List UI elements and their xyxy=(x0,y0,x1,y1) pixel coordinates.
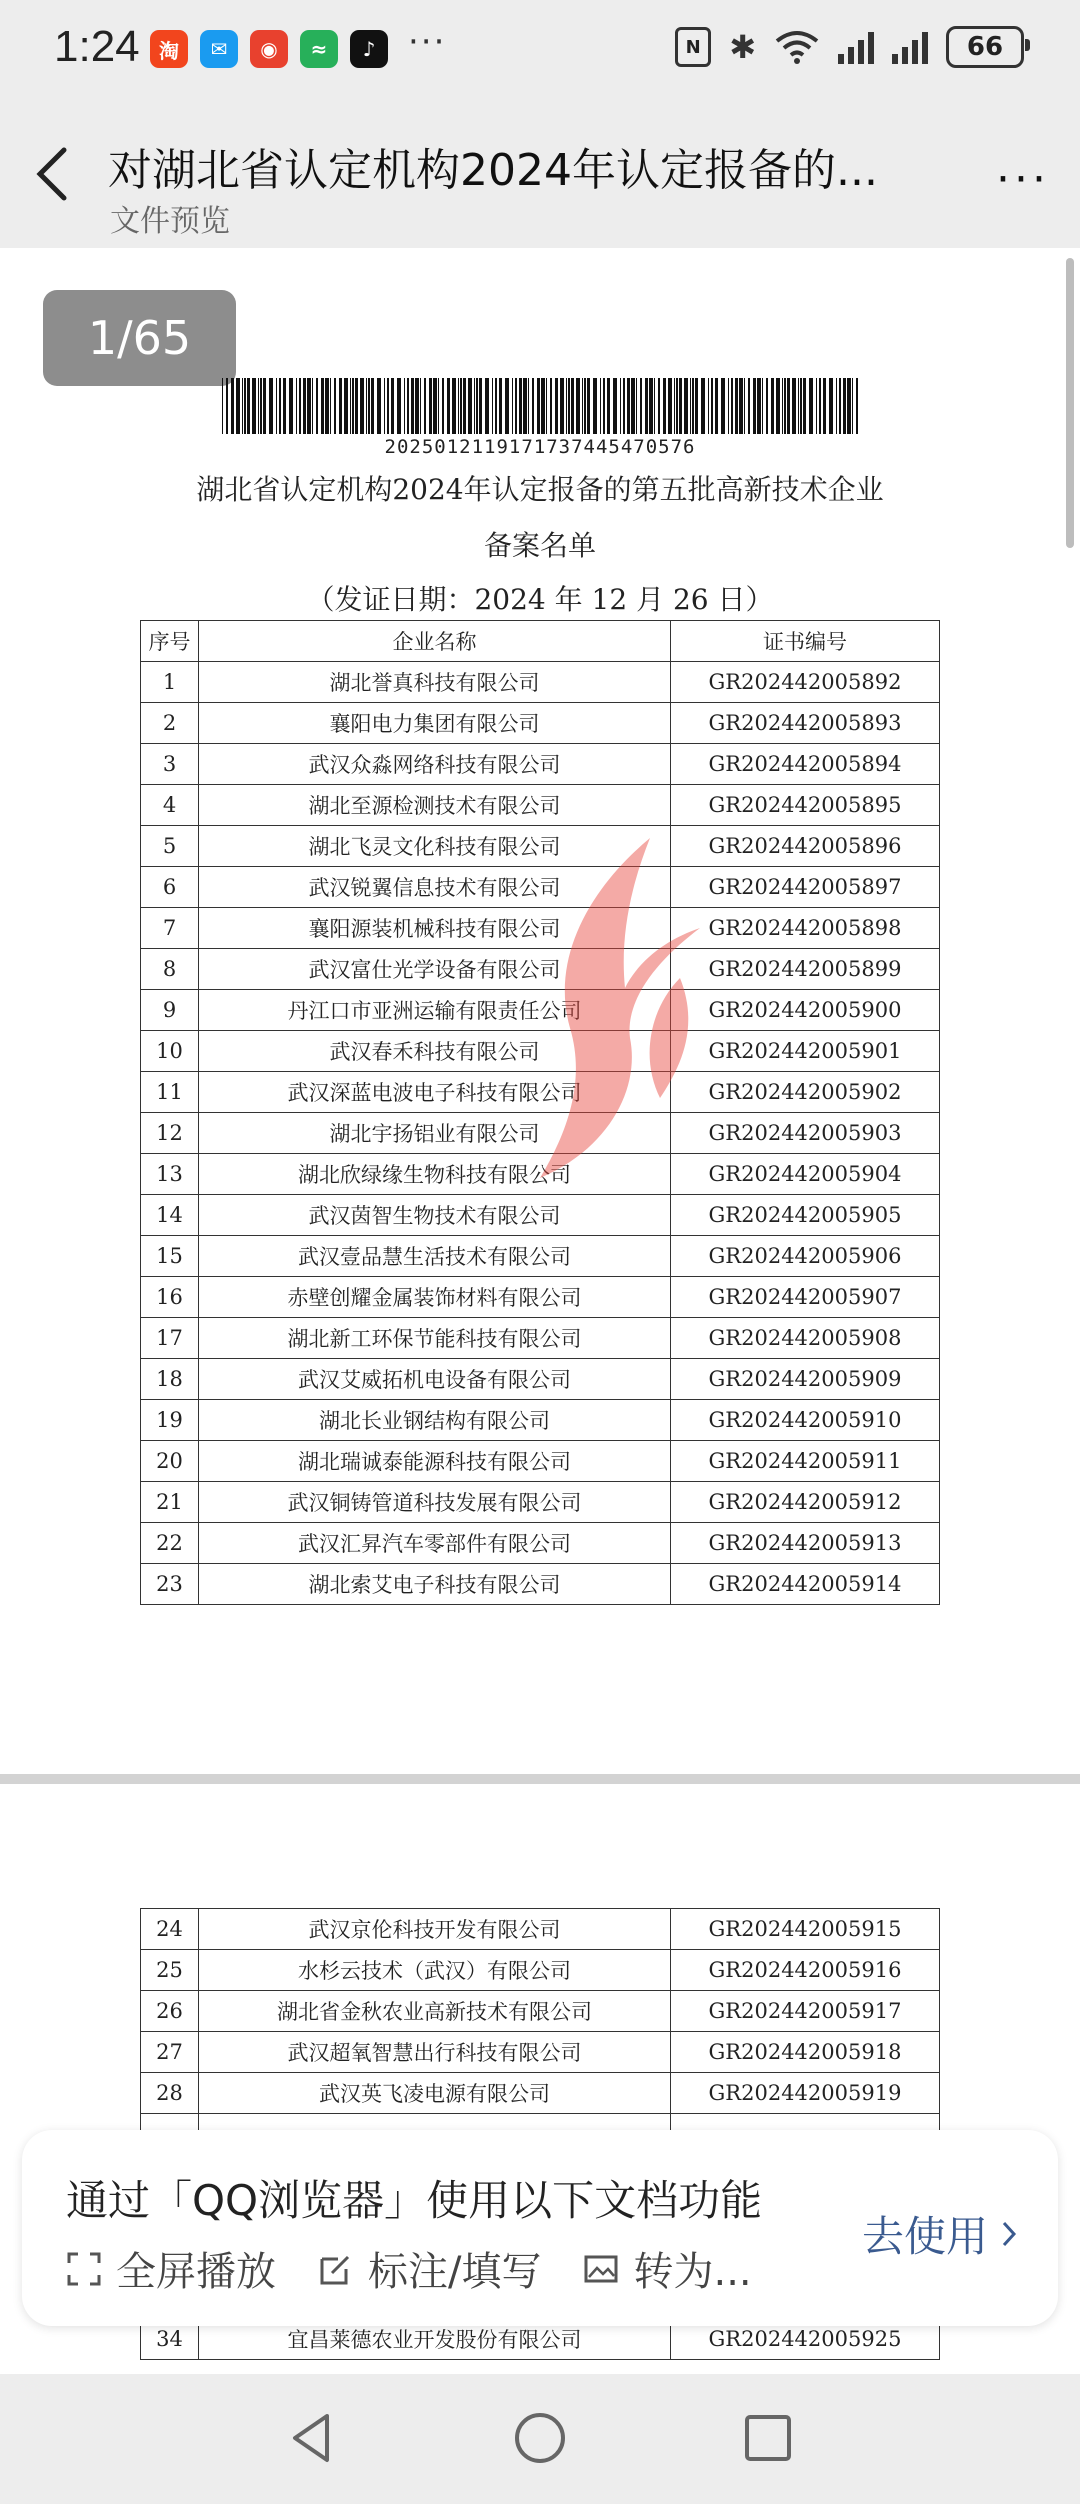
wifi-icon xyxy=(774,29,820,65)
row-company-name: 武汉铜铸管道科技发展有限公司 xyxy=(199,1482,671,1523)
table-row xyxy=(141,1482,940,1523)
row-company-name: 武汉富仕光学设备有限公司 xyxy=(199,949,671,990)
table-row xyxy=(141,1950,940,1991)
row-index: 4 xyxy=(141,785,199,826)
row-certificate-number: GR202442005896 xyxy=(671,826,940,867)
table-row xyxy=(141,785,940,826)
row-certificate-number: GR202442005900 xyxy=(671,990,940,1031)
table-row xyxy=(141,1195,940,1236)
notification-app-icons xyxy=(150,30,388,68)
row-certificate-number: GR202442005894 xyxy=(671,744,940,785)
row-company-name: 湖北省金秋农业高新技术有限公司 xyxy=(199,1991,671,2032)
signal-1-icon xyxy=(838,30,874,64)
row-index: 8 xyxy=(141,949,199,990)
row-index: 16 xyxy=(141,1277,199,1318)
row-company-name: 湖北欣绿缘生物科技有限公司 xyxy=(199,1154,671,1195)
table-row xyxy=(141,1277,940,1318)
row-index: 5 xyxy=(141,826,199,867)
row-index: 3 xyxy=(141,744,199,785)
row-certificate-number: GR202442005903 xyxy=(671,1113,940,1154)
row-index: 25 xyxy=(141,1950,199,1991)
row-company-name: 武汉众淼网络科技有限公司 xyxy=(199,744,671,785)
issue-date: （发证日期：2024 年 12 月 26 日） xyxy=(306,583,774,616)
game-icon: ◉ xyxy=(250,30,288,68)
signal-2-icon xyxy=(892,30,928,64)
row-company-name: 水杉云技术（武汉）有限公司 xyxy=(199,1950,671,1991)
feature-fullscreen[interactable] xyxy=(66,2240,276,2297)
row-certificate-number: GR202442005919 xyxy=(671,2073,940,2114)
table-row xyxy=(141,1359,940,1400)
message-icon: ✉ xyxy=(200,30,238,68)
row-certificate-number: GR202442005893 xyxy=(671,703,940,744)
column-header-index: 序号 xyxy=(141,621,199,662)
row-certificate-number: GR202442005925 xyxy=(671,2319,940,2360)
row-company-name: 武汉英飞凌电源有限公司 xyxy=(199,2073,671,2114)
table-row xyxy=(141,1564,940,1605)
row-index: 24 xyxy=(141,1909,199,1950)
image-icon xyxy=(583,2251,619,2287)
row-company-name: 湖北索艾电子科技有限公司 xyxy=(199,1564,671,1605)
row-company-name: 武汉深蓝电波电子科技有限公司 xyxy=(199,1072,671,1113)
table-row xyxy=(141,1523,940,1564)
chevron-right-icon xyxy=(1000,2219,1018,2249)
barcode-image xyxy=(222,378,858,434)
row-certificate-number: GR202442005892 xyxy=(671,662,940,703)
row-index: 28 xyxy=(141,2073,199,2114)
row-company-name: 武汉春禾科技有限公司 xyxy=(199,1031,671,1072)
row-index: 27 xyxy=(141,2032,199,2073)
row-certificate-number: GR202442005908 xyxy=(671,1318,940,1359)
row-certificate-number: GR202442005904 xyxy=(671,1154,940,1195)
row-company-name: 丹江口市亚洲运输有限责任公司 xyxy=(199,990,671,1031)
row-company-name: 武汉锐翼信息技术有限公司 xyxy=(199,867,671,908)
row-certificate-number: GR202442005897 xyxy=(671,867,940,908)
row-certificate-number: GR202442005912 xyxy=(671,1482,940,1523)
row-company-name: 武汉茵智生物技术有限公司 xyxy=(199,1195,671,1236)
row-company-name: 湖北至源检测技术有限公司 xyxy=(199,785,671,826)
more-notifications-icon: ··· xyxy=(408,22,447,62)
status-time: 1:24 xyxy=(54,22,140,71)
feature-convert[interactable] xyxy=(583,2240,751,2297)
tiktok-icon: ♪ xyxy=(350,30,388,68)
row-index: 2 xyxy=(141,703,199,744)
go-use-label: 去使用 xyxy=(861,2212,988,2261)
row-certificate-number: GR202442005910 xyxy=(671,1400,940,1441)
back-button[interactable] xyxy=(30,144,76,204)
row-certificate-number: GR202442005918 xyxy=(671,2032,940,2073)
bluetooth-icon: ✱ xyxy=(729,28,756,66)
row-index: 10 xyxy=(141,1031,199,1072)
edit-icon xyxy=(318,2251,354,2287)
row-index: 6 xyxy=(141,867,199,908)
row-certificate-number: GR202442005902 xyxy=(671,1072,940,1113)
row-certificate-number: GR202442005895 xyxy=(671,785,940,826)
row-certificate-number: GR202442005898 xyxy=(671,908,940,949)
row-index: 34 xyxy=(141,2319,199,2360)
table-row xyxy=(141,744,940,785)
row-certificate-number: GR202442005909 xyxy=(671,1359,940,1400)
row-company-name: 湖北瑞诚泰能源科技有限公司 xyxy=(199,1441,671,1482)
table-row xyxy=(141,2032,940,2073)
feature-annotate-label: 标注/填写 xyxy=(368,2249,542,2295)
column-header-certificate: 证书编号 xyxy=(671,621,940,662)
row-company-name: 襄阳源装机械科技有限公司 xyxy=(199,908,671,949)
row-company-name: 赤壁创耀金属装饰材料有限公司 xyxy=(199,1277,671,1318)
table-row xyxy=(141,1441,940,1482)
row-company-name: 武汉艾威拓机电设备有限公司 xyxy=(199,1359,671,1400)
promo-text: 通过「QQ浏览器」使用以下文档功能 xyxy=(66,2176,763,2225)
row-index: 13 xyxy=(141,1154,199,1195)
feature-annotate[interactable] xyxy=(318,2240,541,2297)
row-index: 1 xyxy=(141,662,199,703)
app-icon: ≈ xyxy=(300,30,338,68)
row-certificate-number: GR202442005905 xyxy=(671,1195,940,1236)
row-index: 17 xyxy=(141,1318,199,1359)
row-certificate-number: GR202442005914 xyxy=(671,1564,940,1605)
row-index: 9 xyxy=(141,990,199,1031)
row-certificate-number: GR202442005917 xyxy=(671,1991,940,2032)
column-header-company: 企业名称 xyxy=(199,621,671,662)
app-header xyxy=(0,104,1080,248)
feature-convert-label: 转为... xyxy=(633,2249,752,2295)
row-index: 19 xyxy=(141,1400,199,1441)
row-company-name: 湖北新工环保节能科技有限公司 xyxy=(199,1318,671,1359)
row-index: 26 xyxy=(141,1991,199,2032)
taobao-icon: 淘 xyxy=(150,30,188,68)
page-divider xyxy=(0,1774,1080,1784)
document-title-line2: 备案名单 xyxy=(483,529,596,562)
document-title-line1: 湖北省认定机构2024年认定报备的第五批高新技术企业 xyxy=(196,473,884,506)
page-subtitle: 文件预览 xyxy=(110,204,230,239)
nav-recents-icon[interactable] xyxy=(738,2408,798,2468)
row-company-name: 宜昌莱德农业开发股份有限公司 xyxy=(199,2319,671,2360)
page-title: 对湖北省认定机构2024年认定报备的... xyxy=(108,145,878,196)
row-certificate-number: GR202442005899 xyxy=(671,949,940,990)
row-index: 18 xyxy=(141,1359,199,1400)
row-certificate-number: GR202442005913 xyxy=(671,1523,940,1564)
table-row xyxy=(141,1318,940,1359)
nav-home-icon[interactable] xyxy=(510,2408,570,2468)
go-use-button[interactable] xyxy=(862,2204,1018,2264)
row-index: 15 xyxy=(141,1236,199,1277)
row-company-name: 湖北飞灵文化科技有限公司 xyxy=(199,826,671,867)
table-row xyxy=(141,1909,940,1950)
row-index: 14 xyxy=(141,1195,199,1236)
table-row xyxy=(141,662,940,703)
page-indicator: 1/65 xyxy=(43,290,236,386)
row-certificate-number: GR202442005915 xyxy=(671,1909,940,1950)
row-company-name: 武汉汇昇汽车零部件有限公司 xyxy=(199,1523,671,1564)
row-certificate-number: GR202442005906 xyxy=(671,1236,940,1277)
status-bar xyxy=(0,0,1080,104)
row-company-name: 武汉京伦科技开发有限公司 xyxy=(199,1909,671,1950)
table-row xyxy=(141,1400,940,1441)
row-company-name: 武汉壹品慧生活技术有限公司 xyxy=(199,1236,671,1277)
row-index: 7 xyxy=(141,908,199,949)
nav-back-icon[interactable] xyxy=(283,2408,343,2468)
row-company-name: 襄阳电力集团有限公司 xyxy=(199,703,671,744)
table-row xyxy=(141,1991,940,2032)
table-row xyxy=(141,703,940,744)
row-company-name: 湖北誉真科技有限公司 xyxy=(199,662,671,703)
battery-icon: 66 xyxy=(946,26,1024,68)
row-certificate-number: GR202442005911 xyxy=(671,1441,940,1482)
row-index: 12 xyxy=(141,1113,199,1154)
table-row xyxy=(141,1236,940,1277)
table-header-row xyxy=(141,621,940,662)
navigation-bar xyxy=(0,2374,1080,2504)
row-certificate-number: GR202442005907 xyxy=(671,1277,940,1318)
more-menu-button[interactable]: ··· xyxy=(996,154,1050,205)
table-row xyxy=(141,2073,940,2114)
row-index: 21 xyxy=(141,1482,199,1523)
qq-browser-promo-card xyxy=(22,2130,1058,2326)
watermark-logo-icon xyxy=(530,828,710,1188)
row-index: 23 xyxy=(141,1564,199,1605)
row-index: 22 xyxy=(141,1523,199,1564)
row-certificate-number: GR202442005916 xyxy=(671,1950,940,1991)
document-viewer[interactable] xyxy=(0,248,1080,2374)
fullscreen-icon xyxy=(66,2251,102,2287)
row-index: 11 xyxy=(141,1072,199,1113)
row-company-name: 武汉超氧智慧出行科技有限公司 xyxy=(199,2032,671,2073)
row-index: 20 xyxy=(141,1441,199,1482)
nfc-icon: N xyxy=(675,27,711,67)
row-company-name: 湖北长业钢结构有限公司 xyxy=(199,1400,671,1441)
feature-fullscreen-label: 全屏播放 xyxy=(116,2249,276,2295)
row-company-name: 湖北宇扬铝业有限公司 xyxy=(199,1113,671,1154)
barcode-number: 20250121191717374454705​76 xyxy=(384,436,696,458)
row-certificate-number: GR202442005901 xyxy=(671,1031,940,1072)
system-icons xyxy=(675,26,1024,68)
